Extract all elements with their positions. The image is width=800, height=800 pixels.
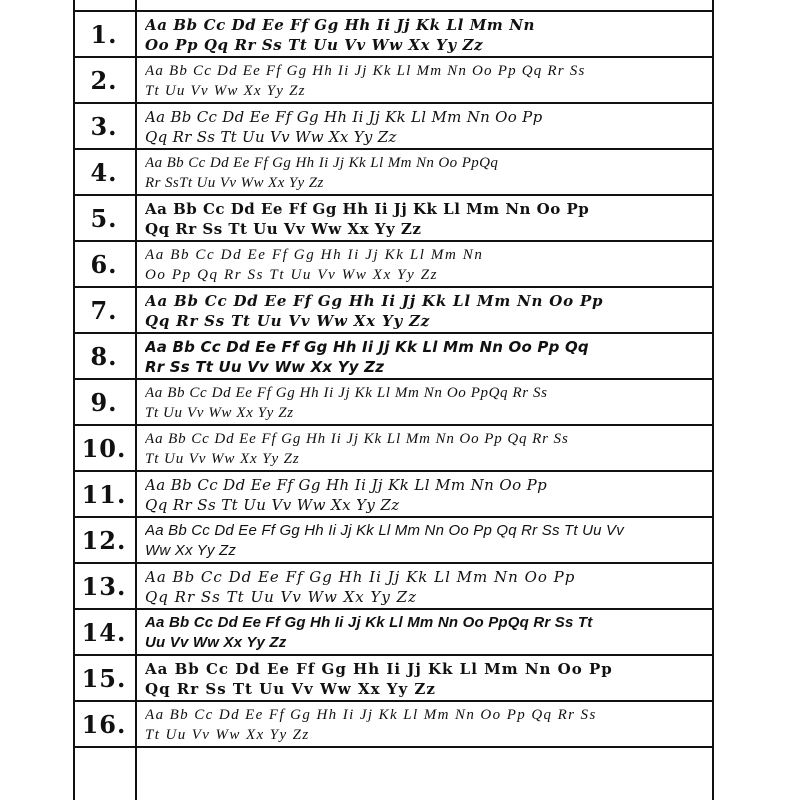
- table-row: [73, 104, 713, 150]
- row-number: 10.: [81, 433, 127, 463]
- row-number: 16.: [81, 709, 127, 739]
- table-row: [73, 12, 713, 58]
- sample-line: Aa Bb Cc Dd Ee Ff Gg Hh Ii Jj Kk Ll Mm Nn Oo PpQq Rr Ss Tt: [145, 614, 593, 631]
- sample-line: Aa Bb Cc Dd Ee Ff Gg Hh Ii Jj Kk Ll Mm Nn Oo Pp: [145, 108, 543, 126]
- row-number: 3.: [90, 111, 118, 141]
- row-number: 5.: [90, 203, 118, 233]
- sample-line: Aa Bb Cc Dd Ee Ff Gg Hh Ii Jj Kk Ll Mm Nn Oo Pp Qq Rr Ss: [145, 63, 586, 79]
- sample-line: Aa Bb Cc Dd Ee Ff Gg Hh Ii Jj Kk Ll Mm Nn Oo PpQq Rr Ss: [145, 385, 548, 401]
- table-row: [73, 564, 713, 610]
- sample-line: Qq Rr Ss Tt Uu Vv Ww Xx Yy Zz: [145, 220, 422, 238]
- sample-line: Tt Uu Vv Ww Xx Yy Zz: [145, 405, 294, 421]
- table-row: [73, 58, 713, 104]
- sample-line: Rr Ss Tt Uu Vv Ww Xx Yy Zz: [145, 358, 385, 376]
- table-row: [73, 656, 713, 702]
- table-row: [73, 610, 713, 656]
- font-sample: [135, 104, 713, 148]
- font-sample: [135, 196, 713, 240]
- row-number: 13.: [81, 571, 127, 601]
- row-number: 4.: [90, 157, 118, 187]
- table-row: [73, 380, 713, 426]
- sample-line: Aa Bb Cc Dd Ee Ff Gg Hh Ii Jj Kk Ll Mm Nn Oo Pp Qq Rr Ss: [145, 707, 597, 723]
- row-number: 2.: [90, 65, 118, 95]
- font-sample: [135, 288, 713, 332]
- row-number: 7.: [90, 295, 118, 325]
- font-sample: [135, 472, 713, 516]
- table-row: [73, 150, 713, 196]
- sample-line: Qq Rr Ss Tt Uu Vv Ww Xx Yy Zz: [145, 128, 397, 146]
- sample-line: Aa Bb Cc Dd Ee Ff Gg Hh Ii Jj Kk Ll Mm Nn Oo Pp: [145, 200, 590, 218]
- sample-line: Aa Bb Cc Dd Ee Ff Gg Hh Ii Jj Kk Ll Mm Nn Oo Pp Qq Rr Ss: [145, 431, 569, 447]
- sample-line: Aa Bb Cc Dd Ee Ff Gg Hh Ii Jj Kk Ll Mm Nn: [145, 16, 536, 34]
- font-sample: [135, 656, 713, 700]
- table-row: [73, 242, 713, 288]
- row-number: 8.: [90, 341, 118, 371]
- sample-line: Qq Rr Ss Tt Uu Vv Ww Xx Yy Zz: [145, 680, 436, 698]
- row-number: 15.: [81, 663, 127, 693]
- row-number: 12.: [81, 525, 127, 555]
- sample-line: Aa Bb Cc Dd Ee Ff Gg Hh Ii Jj Kk Ll Mm Nn Oo Pp: [145, 476, 548, 494]
- sample-line: Uu Vv Ww Xx Yy Zz: [145, 634, 287, 651]
- table-row: [73, 334, 713, 380]
- sample-line: Oo Pp Qq Rr Ss Tt Uu Vv Ww Xx Yy Zz: [145, 267, 439, 283]
- font-sample: [135, 242, 713, 286]
- sample-line: Aa Bb Cc Dd Ee Ff Gg Hh Ii Jj Kk Ll Mm Nn Oo Pp: [145, 292, 604, 310]
- table-row: [73, 472, 713, 518]
- sample-line: Tt Uu Vv Ww Xx Yy Zz: [145, 451, 300, 467]
- font-sample: [135, 12, 713, 56]
- row-number: 6.: [90, 249, 118, 279]
- sample-line: Aa Bb Cc Dd Ee Ff Gg Hh Ii Jj Kk Ll Mm Nn: [145, 247, 484, 263]
- sample-line: Aa Bb Cc Dd Ee Ff Gg Hh Ii Jj Kk Ll Mm Nn Oo Pp Qq: [145, 338, 589, 356]
- table-row: [73, 196, 713, 242]
- font-sample: [135, 58, 713, 102]
- sample-line: Qq Rr Ss Tt Uu Vv Ww Xx Yy Zz: [145, 496, 400, 514]
- sample-line: Aa Bb Cc Dd Ee Ff Gg Hh Ii Jj Kk Ll Mm Nn Oo PpQq: [145, 155, 499, 171]
- font-sample: [135, 150, 713, 194]
- sample-line: Qq Rr Ss Tt Uu Vv Ww Xx Yy Zz: [145, 312, 431, 330]
- table-row: [73, 426, 713, 472]
- row-number: 1.: [90, 19, 118, 49]
- font-sample: [135, 518, 713, 562]
- font-sample: [135, 610, 713, 654]
- row-number: 14.: [81, 617, 127, 647]
- row-number: 11.: [81, 479, 127, 509]
- font-sample: [135, 334, 713, 378]
- sample-line: Tt Uu Vv Ww Xx Yy Zz: [145, 727, 310, 743]
- font-sample-table: [73, 10, 713, 748]
- row-number: 9.: [90, 387, 118, 417]
- table-row: [73, 288, 713, 334]
- font-sample: [135, 426, 713, 470]
- sample-line: Qq Rr Ss Tt Uu Vv Ww Xx Yy Zz: [145, 588, 417, 606]
- table-row: [73, 702, 713, 748]
- font-sample: [135, 564, 713, 608]
- sample-line: Aa Bb Cc Dd Ee Ff Gg Hh Ii Jj Kk Ll Mm Nn Oo Pp: [145, 568, 576, 586]
- sample-line: Ww Xx Yy Zz: [145, 542, 237, 559]
- sample-line: Aa Bb Cc Dd Ee Ff Gg Hh Ii Jj Kk Ll Mm Nn Oo Pp Qq Rr Ss Tt Uu Vv: [145, 522, 624, 539]
- sample-line: Rr SsTt Uu Vv Ww Xx Yy Zz: [145, 175, 324, 191]
- table-row: [73, 518, 713, 564]
- sample-line: Aa Bb Cc Dd Ee Ff Gg Hh Ii Jj Kk Ll Mm Nn Oo Pp: [145, 660, 613, 678]
- sample-line: Tt Uu Vv Ww Xx Yy Zz: [145, 83, 306, 99]
- font-sample: [135, 380, 713, 424]
- sample-line: Oo Pp Qq Rr Ss Tt Uu Vv Ww Xx Yy Zz: [145, 36, 484, 54]
- font-sample: [135, 702, 713, 746]
